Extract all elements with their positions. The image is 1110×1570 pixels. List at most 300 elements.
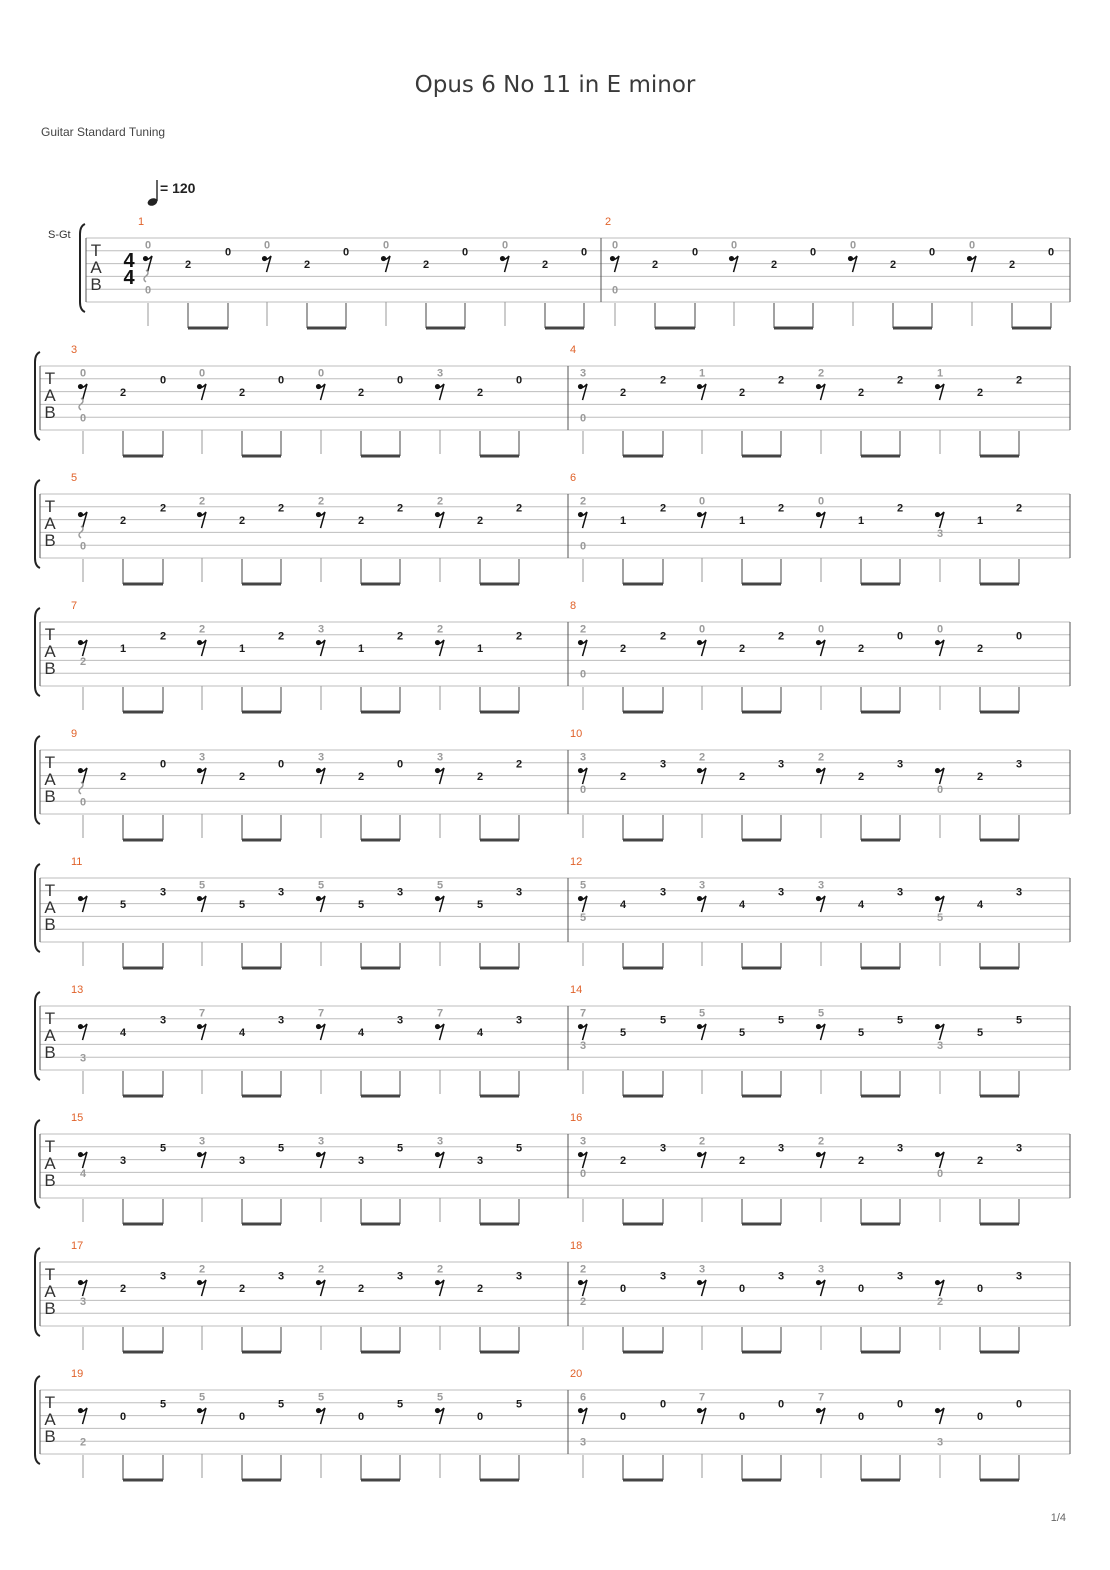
bass-fret-number: 0 [579,412,587,425]
fret-number: 0 [698,623,706,636]
fret-number: 7 [198,1007,206,1020]
bar-number: 12 [570,856,583,868]
fret-number: 3 [317,623,325,636]
fret-number: 5 [777,1014,785,1027]
fret-number: 1 [619,515,627,528]
fret-number: 2 [976,1155,984,1168]
tab-clef-letter: B [44,403,56,422]
measure [71,1368,522,1480]
tuning-label: Guitar Standard Tuning [41,125,166,139]
fret-number: 2 [357,771,365,784]
bar-number: 1 [138,216,145,228]
system-bracket [35,1376,40,1464]
fret-number: 2 [651,259,659,272]
fret-number: 4 [976,899,984,912]
fret-number: 3 [198,751,206,764]
tab-clef-letter: A [44,514,56,533]
measure [570,984,1022,1096]
fret-number: 2 [619,1155,627,1168]
fret-number: 2 [476,387,484,400]
fret-number: 2 [277,630,285,643]
fret-number: 3 [579,367,587,380]
fret-number: 0 [777,1398,785,1411]
measure [138,216,587,328]
bass-fret-number: 3 [936,1436,944,1449]
fret-number: 2 [619,771,627,784]
track-label: S-Gt [48,229,71,241]
fret-number: 3 [896,886,904,899]
fret-number: 3 [698,1263,706,1276]
fret-number: 2 [119,1283,127,1296]
fret-number: 2 [889,259,897,272]
fret-number: 2 [303,259,311,272]
fret-number: 0 [857,1411,865,1424]
bass-fret-number: 0 [79,796,87,809]
tab-system [35,472,1070,584]
bar-number: 6 [570,472,577,484]
fret-number: 2 [396,502,404,515]
fret-number: 2 [198,623,206,636]
fret-number: 7 [817,1391,825,1404]
tab-clef-letter: A [44,1154,56,1173]
tab-clef-letter: A [44,770,56,789]
bass-fret-number: 0 [579,1167,587,1180]
fret-number: 0 [619,1411,627,1424]
fret-number: 0 [976,1283,984,1296]
tab-system [35,1112,1070,1224]
fret-number: 5 [238,899,246,912]
bass-fret-number: 0 [79,412,87,425]
bass-fret-number: 0 [936,783,944,796]
bass-fret-number: 0 [936,1167,944,1180]
fret-number: 0 [936,623,944,636]
fret-number: 0 [730,239,738,252]
fret-number: 2 [396,630,404,643]
bass-fret-number: 4 [79,1167,87,1180]
tab-system [80,216,1070,328]
fret-number: 2 [422,259,430,272]
fret-number: 1 [357,643,365,656]
fret-number: 1 [119,643,127,656]
fret-number: 3 [777,1270,785,1283]
fret-number: 4 [357,1027,365,1040]
measure [71,472,522,584]
fret-number: 5 [619,1027,627,1040]
fret-number: 5 [357,899,365,912]
fret-number: 7 [436,1007,444,1020]
fret-number: 2 [579,495,587,508]
fret-number: 0 [159,374,167,387]
measure [71,856,522,968]
bass-fret-number: 3 [936,527,944,540]
fret-number: 3 [159,1014,167,1027]
system-bracket [80,224,85,312]
fret-number: 0 [396,758,404,771]
tab-clef-letter: A [90,258,102,277]
fret-number: 2 [777,502,785,515]
fret-number: 2 [896,502,904,515]
fret-number: 3 [277,1270,285,1283]
fret-number: 3 [436,751,444,764]
bar-number: 3 [71,344,78,356]
bass-fret-number: 2 [936,1295,944,1308]
fret-number: 3 [1015,758,1023,771]
fret-number: 2 [317,1263,325,1276]
fret-number: 3 [659,1270,667,1283]
fret-number: 2 [738,1155,746,1168]
tab-clef-letter: B [44,659,56,678]
tab-clef-letter: T [44,1137,56,1156]
fret-number: 0 [238,1411,246,1424]
fret-number: 3 [1015,1142,1023,1155]
tab-clef-letter: T [44,753,56,772]
fret-number: 5 [698,1007,706,1020]
bar-number: 11 [71,856,83,868]
fret-number: 3 [659,1142,667,1155]
fret-number: 4 [119,1027,127,1040]
fret-number: 3 [777,758,785,771]
tab-clef-letter: B [44,1043,56,1062]
fret-number: 0 [738,1411,746,1424]
fret-number: 0 [277,758,285,771]
fret-number: 2 [817,751,825,764]
fret-number: 2 [698,1135,706,1148]
bar-number: 16 [570,1112,583,1124]
fret-number: 2 [515,758,523,771]
fret-number: 3 [777,1142,785,1155]
measure [570,600,1022,712]
fret-number: 0 [159,758,167,771]
fret-number: 2 [896,374,904,387]
fret-number: 3 [396,886,404,899]
fret-number: 2 [659,374,667,387]
fret-number: 3 [817,1263,825,1276]
fret-number: 2 [817,367,825,380]
bar-number: 4 [570,344,577,356]
fret-number: 2 [857,643,865,656]
system-bracket [35,608,40,696]
fret-number: 3 [777,886,785,899]
measure [570,1112,1022,1224]
fret-number: 0 [144,239,152,252]
tab-clef-letter: A [44,1282,56,1301]
fret-number: 2 [119,387,127,400]
fret-number: 0 [849,239,857,252]
tab-clef-letter: A [44,642,56,661]
fret-number: 5 [817,1007,825,1020]
tab-clef-letter: T [44,881,56,900]
bass-fret-number: 3 [936,1039,944,1052]
tab-clef-letter: B [44,787,56,806]
tab-clef-letter: B [44,1299,56,1318]
fret-number: 0 [476,1411,484,1424]
tab-system [35,728,1070,840]
tab-system [35,344,1070,456]
bass-fret-number: 0 [579,540,587,553]
measure [605,216,1054,328]
bass-fret-number: 0 [144,284,152,297]
fret-number: 3 [659,886,667,899]
fret-number: 3 [396,1270,404,1283]
fret-number: 3 [515,1014,523,1027]
fret-number: 3 [817,879,825,892]
time-signature-denominator: 4 [123,267,135,289]
bass-fret-number: 3 [579,1039,587,1052]
fret-number: 2 [857,1155,865,1168]
fret-number: 1 [976,515,984,528]
fret-number: 2 [238,387,246,400]
fret-number: 2 [159,630,167,643]
fret-number: 3 [357,1155,365,1168]
tab-clef-letter: T [44,1393,56,1412]
tab-clef-letter: T [44,1009,56,1028]
tab-clef-letter: T [90,241,102,260]
bar-number: 19 [71,1368,84,1380]
fret-number: 2 [1015,502,1023,515]
fret-number: 4 [238,1027,246,1040]
bar-number: 9 [71,728,78,740]
fret-number: 2 [777,630,785,643]
measure [71,344,522,456]
fret-number: 2 [619,387,627,400]
fret-number: 3 [119,1155,127,1168]
fret-number: 0 [501,239,509,252]
bar-number: 14 [570,984,583,996]
fret-number: 5 [198,1391,206,1404]
fret-number: 3 [1015,1270,1023,1283]
tab-clef-letter: B [44,915,56,934]
fret-number: 0 [580,246,588,259]
fret-number: 3 [896,758,904,771]
tab-system [35,1240,1070,1352]
fret-number: 5 [396,1142,404,1155]
fret-number: 2 [515,502,523,515]
fret-number: 3 [159,1270,167,1283]
tab-clef-letter: T [44,1265,56,1284]
fret-number: 3 [436,1135,444,1148]
fret-number: 5 [396,1398,404,1411]
fret-number: 0 [738,1283,746,1296]
fret-number: 7 [698,1391,706,1404]
fret-number: 2 [198,495,206,508]
fret-number: 3 [896,1142,904,1155]
system-bracket [35,480,40,568]
fret-number: 3 [476,1155,484,1168]
system-bracket [35,1248,40,1336]
bass-fret-number: 3 [579,1436,587,1449]
fret-number: 4 [476,1027,484,1040]
fret-number: 5 [317,879,325,892]
fret-number: 5 [515,1142,523,1155]
fret-number: 2 [579,1263,587,1276]
fret-number: 0 [79,367,87,380]
fret-number: 7 [317,1007,325,1020]
fret-number: 0 [976,1411,984,1424]
fret-number: 1 [738,515,746,528]
fret-number: 5 [277,1398,285,1411]
fret-number: 2 [857,771,865,784]
fret-number: 3 [317,1135,325,1148]
fret-number: 0 [659,1398,667,1411]
tab-clef-letter: B [44,1171,56,1190]
fret-number: 2 [659,502,667,515]
fret-number: 0 [817,495,825,508]
fret-number: 0 [342,246,350,259]
fret-number: 3 [436,367,444,380]
system-bracket [35,992,40,1080]
system-bracket [35,1120,40,1208]
fret-number: 5 [198,879,206,892]
fret-number: 5 [159,1398,167,1411]
fret-number: 2 [476,1283,484,1296]
fret-number: 2 [698,751,706,764]
fret-number: 0 [809,246,817,259]
fret-number: 2 [476,771,484,784]
measure [570,1368,1022,1480]
fret-number: 3 [698,879,706,892]
fret-number: 2 [619,643,627,656]
tab-clef-letter: T [44,497,56,516]
tab-system [35,856,1070,968]
tab-clef-letter: A [44,1410,56,1429]
fret-number: 2 [238,1283,246,1296]
fret-number: 0 [896,630,904,643]
fret-number: 2 [541,259,549,272]
measure [570,472,1022,584]
system-bracket [35,864,40,952]
fret-number: 0 [515,374,523,387]
tab-clef-letter: A [44,386,56,405]
fret-number: 2 [976,387,984,400]
bass-fret-number: 2 [79,1436,87,1449]
fret-number: 2 [119,771,127,784]
fret-number: 3 [277,886,285,899]
fret-number: 5 [515,1398,523,1411]
tempo-value: = 120 [160,180,196,196]
bar-number: 2 [605,216,612,228]
fret-number: 3 [1015,886,1023,899]
fret-number: 0 [896,1398,904,1411]
bar-number: 8 [570,600,577,612]
bass-fret-number: 3 [79,1295,87,1308]
tab-clef-letter: A [44,1026,56,1045]
fret-number: 2 [357,387,365,400]
fret-number: 0 [857,1283,865,1296]
fret-number: 2 [436,1263,444,1276]
fret-number: 3 [896,1270,904,1283]
fret-number: 2 [436,495,444,508]
measure [570,728,1022,840]
tab-clef-letter: B [44,1427,56,1446]
fret-number: 0 [277,374,285,387]
bar-number: 20 [570,1368,583,1380]
fret-number: 2 [317,495,325,508]
fret-number: 4 [619,899,627,912]
bass-fret-number: 0 [79,540,87,553]
fret-number: 0 [1047,246,1055,259]
fret-number: 0 [396,374,404,387]
tab-system [35,1368,1070,1480]
fret-number: 7 [579,1007,587,1020]
fret-number: 0 [691,246,699,259]
fret-number: 3 [659,758,667,771]
bass-fret-number: 0 [579,783,587,796]
tab-system [35,984,1070,1096]
tab-clef-letter: T [44,369,56,388]
fret-number: 2 [738,387,746,400]
fret-number: 5 [317,1391,325,1404]
fret-number: 3 [198,1135,206,1148]
fret-number: 2 [579,623,587,636]
fret-number: 2 [119,515,127,528]
fret-number: 5 [436,879,444,892]
fret-number: 2 [357,515,365,528]
bar-number: 18 [570,1240,583,1252]
fret-number: 5 [659,1014,667,1027]
fret-number: 0 [382,239,390,252]
fret-number: 2 [738,643,746,656]
fret-number: 0 [968,239,976,252]
fret-number: 2 [159,502,167,515]
fret-number: 2 [659,630,667,643]
fret-number: 2 [238,515,246,528]
measure [71,1112,522,1224]
fret-number: 5 [119,899,127,912]
fret-number: 2 [198,1263,206,1276]
fret-number: 5 [476,899,484,912]
fret-number: 5 [579,879,587,892]
fret-number: 0 [317,367,325,380]
tab-clef-letter: T [44,625,56,644]
tab-system [35,600,1070,712]
fret-number: 3 [579,1135,587,1148]
tab-clef-letter: B [44,531,56,550]
bass-fret-number: 0 [611,284,619,297]
measure [570,856,1022,968]
page-number: 1/4 [1050,1512,1066,1524]
fret-number: 4 [857,899,865,912]
bass-fret-number: 2 [579,1295,587,1308]
bass-fret-number: 5 [936,911,944,924]
fret-number: 2 [1015,374,1023,387]
system-bracket [35,352,40,440]
measure [71,728,522,840]
measure [71,1240,522,1352]
fret-number: 2 [738,771,746,784]
tab-clef-letter: B [90,275,102,294]
fret-number: 3 [238,1155,246,1168]
fret-number: 2 [436,623,444,636]
fret-number: 0 [224,246,232,259]
fret-number: 1 [476,643,484,656]
measure [71,984,522,1096]
fret-number: 0 [461,246,469,259]
fret-number: 5 [1015,1014,1023,1027]
bar-number: 10 [570,728,583,740]
bass-fret-number: 0 [579,668,587,681]
fret-number: 0 [611,239,619,252]
fret-number: 2 [1008,259,1016,272]
fret-number: 5 [857,1027,865,1040]
bar-number: 15 [71,1112,84,1124]
bass-fret-number: 5 [579,911,587,924]
fret-number: 5 [896,1014,904,1027]
fret-number: 0 [817,623,825,636]
fret-number: 2 [857,387,865,400]
bar-number: 17 [71,1240,84,1252]
time-signature-numerator: 4 [123,250,135,272]
fret-number: 3 [579,751,587,764]
